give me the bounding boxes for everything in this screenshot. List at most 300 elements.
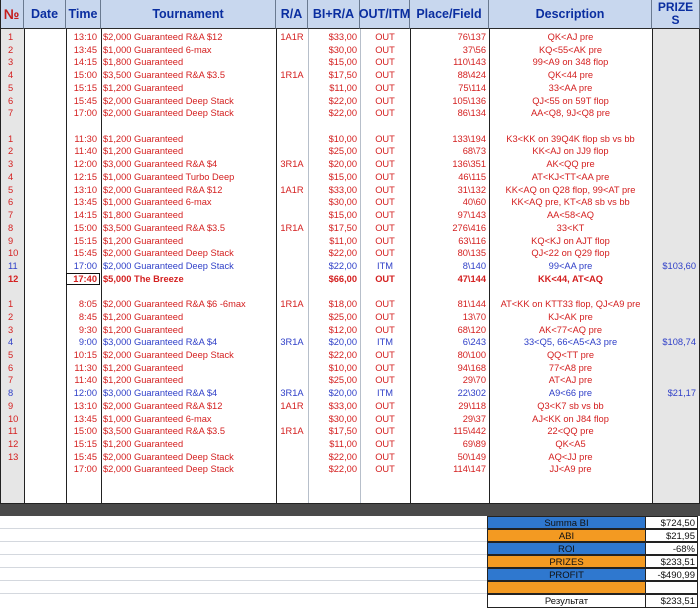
tournament-cell[interactable]: $2,000 Guaranteed Deep Stack bbox=[103, 464, 234, 475]
description-cell[interactable]: QK<44 pre bbox=[547, 70, 594, 81]
bi-cell[interactable]: $20,00 bbox=[328, 159, 357, 170]
prizes-value[interactable]: $233,51 bbox=[645, 555, 698, 568]
description-cell[interactable]: AQ<JJ pre bbox=[548, 451, 593, 462]
row-number[interactable]: 8 bbox=[8, 222, 14, 233]
ra-cell[interactable]: 1A1R bbox=[280, 400, 304, 411]
bi-cell[interactable]: $10,00 bbox=[328, 133, 357, 144]
time-cell[interactable]: 15:15 bbox=[73, 82, 97, 93]
time-cell[interactable]: 10:15 bbox=[73, 350, 97, 360]
result-cell[interactable]: OUT bbox=[375, 171, 395, 182]
ra-cell[interactable]: 1R1A bbox=[280, 222, 304, 233]
ra-cell[interactable]: 3R1A bbox=[280, 159, 304, 170]
prize-cell[interactable] bbox=[652, 438, 698, 451]
time-cell[interactable]: 13:10 bbox=[73, 400, 97, 411]
result-cell[interactable]: OUT bbox=[375, 413, 395, 424]
spacer-value[interactable] bbox=[645, 581, 698, 594]
ra-cell[interactable] bbox=[276, 374, 308, 387]
ra-cell[interactable]: 1R1A bbox=[280, 426, 304, 437]
prize-cell[interactable] bbox=[652, 247, 698, 260]
bi-cell[interactable]: $22,00 bbox=[328, 95, 357, 106]
description-cell[interactable]: KK<AJ on JJ9 flop bbox=[532, 146, 609, 157]
time-cell[interactable]: 13:45 bbox=[73, 44, 97, 55]
row-number[interactable]: 7 bbox=[8, 210, 14, 221]
description-cell[interactable]: AT<KK on KTT33 flop, QJ<A9 pre bbox=[500, 299, 641, 310]
time-cell[interactable]: 13:10 bbox=[73, 32, 97, 42]
tournament-cell[interactable]: $1,000 Guaranteed 6-max bbox=[103, 44, 212, 55]
description-cell[interactable]: QK<AJ pre bbox=[547, 32, 594, 42]
result-cell[interactable]: ITM bbox=[376, 260, 393, 271]
ra-cell[interactable] bbox=[276, 95, 308, 108]
result-cell[interactable]: OUT bbox=[375, 324, 395, 335]
time-cell[interactable]: 15:00 bbox=[73, 70, 97, 81]
ra-cell[interactable] bbox=[276, 349, 308, 362]
time-cell[interactable]: 13:45 bbox=[73, 197, 97, 208]
bi-cell[interactable]: $20,00 bbox=[328, 337, 357, 348]
prize-cell[interactable] bbox=[652, 463, 698, 476]
row-number[interactable]: 10 bbox=[8, 248, 19, 259]
prize-cell[interactable] bbox=[652, 235, 698, 248]
description-cell[interactable]: QJ<55 on 59T flop bbox=[532, 95, 609, 106]
row-number[interactable]: 1 bbox=[8, 299, 14, 310]
prize-cell[interactable]: $103,60 bbox=[662, 260, 696, 271]
prize-cell[interactable] bbox=[652, 196, 698, 209]
bi-cell[interactable]: $22,00 bbox=[328, 350, 357, 360]
place-cell[interactable]: 110\143 bbox=[453, 57, 486, 68]
tournament-cell[interactable]: $1,200 Guaranteed bbox=[103, 324, 184, 335]
prize-cell[interactable] bbox=[652, 349, 698, 362]
tournament-cell[interactable]: $2,000 Guaranteed R&A $12 bbox=[103, 400, 223, 411]
place-cell[interactable]: 133\194 bbox=[452, 133, 486, 144]
tournament-cell[interactable]: $1,000 Guaranteed 6-max bbox=[103, 197, 212, 208]
time-cell[interactable]: 12:00 bbox=[73, 388, 97, 399]
place-cell[interactable]: 80\135 bbox=[457, 248, 486, 259]
ra-cell[interactable]: 1A1R bbox=[280, 184, 304, 195]
row-number[interactable]: 11 bbox=[8, 426, 18, 437]
time-cell[interactable]: 17:40 bbox=[66, 273, 100, 286]
time-cell[interactable]: 17:00 bbox=[73, 108, 97, 119]
place-cell[interactable]: 29\70 bbox=[462, 375, 486, 386]
bi-cell[interactable]: $11,00 bbox=[329, 82, 357, 93]
summa-bi-value[interactable]: $724,50 bbox=[645, 516, 698, 529]
row-number[interactable]: 8 bbox=[8, 388, 14, 399]
row-number[interactable]: 6 bbox=[8, 362, 14, 373]
time-cell[interactable]: 15:15 bbox=[73, 439, 97, 450]
time-cell[interactable]: 14:15 bbox=[73, 210, 97, 221]
row-number[interactable]: 3 bbox=[8, 324, 14, 335]
prize-cell[interactable] bbox=[652, 145, 698, 158]
result-cell[interactable]: OUT bbox=[375, 44, 395, 55]
row-number[interactable]: 6 bbox=[8, 95, 14, 106]
tournament-cell[interactable]: $2,000 Guaranteed R&A $12 bbox=[103, 32, 223, 42]
prize-cell[interactable] bbox=[652, 374, 698, 387]
bi-cell[interactable]: $18,00 bbox=[328, 299, 357, 310]
description-cell[interactable]: KQ<55<AK pre bbox=[538, 44, 603, 55]
bi-cell[interactable]: $11,00 bbox=[329, 235, 357, 246]
place-cell[interactable]: 115\442 bbox=[453, 426, 486, 437]
ra-cell[interactable]: 1A1R bbox=[280, 32, 304, 42]
result-cell[interactable]: OUT bbox=[375, 400, 395, 411]
prize-cell[interactable] bbox=[652, 425, 698, 438]
place-cell[interactable]: 22\302 bbox=[457, 388, 486, 399]
ra-cell[interactable]: 3R1A bbox=[280, 337, 304, 348]
bi-cell[interactable]: $22,00 bbox=[328, 248, 357, 259]
bi-cell[interactable]: $33,00 bbox=[328, 400, 357, 411]
tournament-cell[interactable]: $1,000 Guaranteed Turbo Deep bbox=[103, 171, 235, 182]
description-cell[interactable]: KK<44, AT<AQ bbox=[537, 273, 604, 284]
place-cell[interactable]: 13\70 bbox=[462, 311, 486, 322]
place-cell[interactable]: 50\149 bbox=[457, 451, 486, 462]
place-cell[interactable]: 47\144 bbox=[457, 273, 486, 284]
row-number[interactable]: 7 bbox=[8, 108, 14, 119]
result-cell[interactable]: OUT bbox=[375, 350, 395, 360]
bi-cell[interactable]: $30,00 bbox=[328, 44, 357, 55]
row-number[interactable]: 7 bbox=[8, 375, 14, 386]
tournament-cell[interactable]: $2,000 Guaranteed Deep Stack bbox=[103, 95, 234, 106]
tournament-cell[interactable]: $2,000 Guaranteed R&A $6 -6max bbox=[103, 299, 246, 310]
place-cell[interactable]: 29\37 bbox=[462, 413, 486, 424]
bi-cell[interactable]: $22,00 bbox=[328, 108, 357, 119]
result-cell[interactable]: OUT bbox=[375, 248, 395, 259]
description-cell[interactable]: A9<66 pre bbox=[548, 388, 593, 399]
bi-cell[interactable]: $11,00 bbox=[329, 439, 357, 450]
result-cell[interactable]: OUT bbox=[375, 311, 395, 322]
tournament-cell[interactable]: $2,000 Guaranteed Deep Stack bbox=[103, 248, 234, 259]
place-cell[interactable]: 29\118 bbox=[458, 400, 486, 411]
result-cell[interactable]: OUT bbox=[375, 439, 395, 450]
result-cell[interactable]: ITM bbox=[376, 337, 393, 348]
row-number[interactable]: 4 bbox=[8, 337, 14, 348]
result-cell[interactable]: OUT bbox=[375, 222, 395, 233]
row-number[interactable]: 10 bbox=[8, 413, 19, 424]
prize-cell[interactable] bbox=[652, 95, 698, 108]
row-number[interactable]: 1 bbox=[8, 133, 14, 144]
description-cell[interactable]: K3<KK on 39Q4K flop sb vs bb bbox=[506, 133, 635, 144]
bi-cell[interactable]: $10,00 bbox=[328, 362, 357, 373]
tournament-cell[interactable]: $3,500 Guaranteed R&A $3.5 bbox=[103, 426, 225, 437]
time-cell[interactable]: 9:00 bbox=[78, 337, 97, 348]
tournament-cell[interactable]: $3,500 Guaranteed R&A $3.5 bbox=[103, 70, 225, 81]
ra-cell[interactable] bbox=[276, 44, 308, 57]
place-cell[interactable]: 46\115 bbox=[458, 171, 486, 182]
description-cell[interactable]: JJ<A9 pre bbox=[549, 464, 592, 475]
time-cell[interactable]: 11:40 bbox=[74, 375, 97, 386]
tournament-cell[interactable]: $1,200 Guaranteed bbox=[103, 146, 184, 157]
time-cell[interactable]: 9:30 bbox=[78, 324, 97, 335]
bi-cell[interactable]: $12,00 bbox=[328, 324, 357, 335]
row-number[interactable]: 9 bbox=[8, 400, 14, 411]
description-cell[interactable]: KJ<AK pre bbox=[548, 311, 593, 322]
place-cell[interactable]: 75\114 bbox=[458, 82, 486, 93]
prize-cell[interactable] bbox=[652, 451, 698, 464]
time-cell[interactable]: 12:15 bbox=[73, 171, 97, 182]
ra-cell[interactable] bbox=[276, 82, 308, 95]
tournament-cell[interactable]: $2,000 Guaranteed Deep Stack bbox=[103, 451, 234, 462]
tournament-cell[interactable]: $2,000 Guaranteed Deep Stack bbox=[103, 350, 234, 360]
time-cell[interactable]: 12:00 bbox=[73, 159, 97, 170]
place-cell[interactable]: 63\116 bbox=[458, 235, 486, 246]
prize-cell[interactable]: $108,74 bbox=[662, 337, 696, 348]
ra-cell[interactable] bbox=[276, 196, 308, 209]
row-number[interactable]: 4 bbox=[8, 70, 14, 81]
place-cell[interactable]: 276\416 bbox=[452, 222, 486, 233]
place-cell[interactable]: 37\56 bbox=[462, 44, 486, 55]
ra-cell[interactable]: 1R1A bbox=[280, 299, 304, 310]
time-cell[interactable]: 8:05 bbox=[78, 299, 97, 310]
time-cell[interactable]: 15:45 bbox=[73, 248, 97, 259]
description-cell[interactable]: AA<Q8, 9J<Q8 pre bbox=[530, 108, 611, 119]
ra-cell[interactable] bbox=[276, 133, 308, 146]
prize-cell[interactable] bbox=[652, 400, 698, 413]
prize-cell[interactable] bbox=[652, 273, 698, 286]
description-cell[interactable]: Q3<K7 sb vs bb bbox=[537, 400, 604, 411]
bi-cell[interactable]: $20,00 bbox=[328, 388, 357, 399]
bi-cell[interactable]: $17,50 bbox=[328, 426, 357, 437]
ra-cell[interactable] bbox=[276, 362, 308, 375]
abi-value[interactable]: $21,95 bbox=[645, 529, 698, 542]
place-cell[interactable]: 86\134 bbox=[457, 108, 486, 119]
result-cell[interactable]: OUT bbox=[375, 184, 395, 195]
place-cell[interactable]: 40\60 bbox=[462, 197, 486, 208]
description-cell[interactable]: QQ<TT pre bbox=[546, 350, 595, 360]
ra-cell[interactable] bbox=[276, 260, 308, 273]
prize-cell[interactable]: $21,17 bbox=[667, 388, 696, 399]
time-cell[interactable]: 8:45 bbox=[78, 311, 97, 322]
row-number[interactable] bbox=[0, 463, 24, 476]
ra-cell[interactable] bbox=[276, 56, 308, 69]
row-number[interactable]: 2 bbox=[8, 311, 14, 322]
time-cell[interactable]: 13:10 bbox=[73, 184, 97, 195]
tournament-cell[interactable]: $3,000 Guaranteed R&A $4 bbox=[103, 159, 218, 170]
description-cell[interactable]: AJ<KK on J84 flop bbox=[532, 413, 609, 424]
time-cell[interactable]: 15:00 bbox=[73, 426, 97, 437]
time-cell[interactable]: 11:30 bbox=[74, 133, 97, 144]
time-cell[interactable]: 15:45 bbox=[73, 95, 97, 106]
description-cell[interactable]: 99<AA pre bbox=[548, 260, 593, 271]
result-cell[interactable]: OUT bbox=[375, 375, 395, 386]
bi-cell[interactable]: $25,00 bbox=[328, 311, 357, 322]
bi-cell[interactable]: $25,00 bbox=[328, 375, 357, 386]
ra-cell[interactable] bbox=[276, 209, 308, 222]
bi-cell[interactable]: $25,00 bbox=[328, 146, 357, 157]
time-cell[interactable]: 17:00 bbox=[73, 464, 97, 475]
prize-cell[interactable] bbox=[652, 311, 698, 324]
row-number[interactable]: 2 bbox=[8, 146, 14, 157]
bi-cell[interactable]: $33,00 bbox=[328, 184, 357, 195]
bi-cell[interactable]: $17,50 bbox=[328, 222, 357, 233]
tournament-cell[interactable]: $1,200 Guaranteed bbox=[103, 311, 184, 322]
tournament-cell[interactable]: $1,200 Guaranteed bbox=[103, 82, 184, 93]
result-cell[interactable]: OUT bbox=[375, 95, 395, 106]
result-cell[interactable]: OUT bbox=[375, 235, 395, 246]
row-number[interactable]: 3 bbox=[8, 159, 14, 170]
description-cell[interactable]: 99<A9 on 348 flop bbox=[532, 57, 609, 68]
place-cell[interactable]: 31\132 bbox=[457, 184, 486, 195]
row-number[interactable]: 2 bbox=[8, 44, 14, 55]
row-number[interactable]: 3 bbox=[8, 57, 14, 68]
result-cell[interactable]: OUT bbox=[375, 133, 395, 144]
ra-cell[interactable] bbox=[276, 107, 308, 120]
ra-cell[interactable] bbox=[276, 463, 308, 476]
description-cell[interactable]: AA<58<AQ bbox=[546, 210, 595, 221]
prize-cell[interactable] bbox=[652, 413, 698, 426]
result-cell[interactable]: OUT bbox=[375, 299, 395, 310]
profit-value[interactable]: -$490,99 bbox=[645, 568, 698, 581]
time-cell[interactable]: 15:00 bbox=[73, 222, 97, 233]
place-cell[interactable]: 80\100 bbox=[457, 350, 486, 360]
prize-cell[interactable] bbox=[652, 158, 698, 171]
bi-cell[interactable]: $17,50 bbox=[328, 70, 357, 81]
row-number[interactable]: 13 bbox=[8, 451, 19, 462]
result-cell[interactable]: OUT bbox=[375, 197, 395, 208]
place-cell[interactable]: 88\424 bbox=[457, 70, 486, 81]
result-cell[interactable]: OUT bbox=[375, 273, 395, 284]
description-cell[interactable]: QK<A5 bbox=[555, 439, 586, 450]
tournament-cell[interactable]: $1,800 Guaranteed bbox=[103, 210, 184, 221]
time-cell[interactable]: 11:40 bbox=[74, 146, 97, 157]
row-number[interactable]: 11 bbox=[8, 260, 18, 271]
roi-value[interactable]: -68% bbox=[645, 542, 698, 555]
tournament-cell[interactable]: $2,000 Guaranteed Deep Stack bbox=[103, 108, 234, 119]
result-cell[interactable]: OUT bbox=[375, 426, 395, 437]
result-value[interactable]: $233,51 bbox=[645, 594, 698, 608]
ra-cell[interactable] bbox=[276, 451, 308, 464]
time-cell[interactable]: 14:15 bbox=[73, 57, 97, 68]
tournament-cell[interactable]: $1,800 Guaranteed bbox=[103, 57, 184, 68]
place-cell[interactable]: 136\351 bbox=[452, 159, 486, 170]
ra-cell[interactable] bbox=[276, 145, 308, 158]
tournament-cell[interactable]: $1,200 Guaranteed bbox=[103, 362, 184, 373]
tournament-cell[interactable]: $1,200 Guaranteed bbox=[103, 235, 184, 246]
bi-cell[interactable]: $30,00 bbox=[328, 413, 357, 424]
tournament-cell[interactable]: $2,000 Guaranteed Deep Stack bbox=[103, 260, 234, 271]
prize-cell[interactable] bbox=[652, 222, 698, 235]
description-cell[interactable]: AK<77<AQ pre bbox=[538, 324, 603, 335]
prize-cell[interactable] bbox=[652, 298, 698, 311]
prize-cell[interactable] bbox=[652, 56, 698, 69]
tournament-cell[interactable]: $1,200 Guaranteed bbox=[103, 439, 184, 450]
bi-cell[interactable]: $22,00 bbox=[328, 260, 357, 271]
ra-cell[interactable]: 1R1A bbox=[280, 70, 304, 81]
time-cell[interactable]: 11:30 bbox=[74, 362, 97, 373]
result-cell[interactable]: OUT bbox=[375, 451, 395, 462]
tournament-cell[interactable]: $3,500 Guaranteed R&A $3.5 bbox=[103, 222, 225, 233]
result-cell[interactable]: OUT bbox=[375, 464, 395, 475]
tournament-cell[interactable]: $1,000 Guaranteed 6-max bbox=[103, 413, 212, 424]
time-cell[interactable]: 15:15 bbox=[73, 235, 97, 246]
row-number[interactable]: 4 bbox=[8, 171, 14, 182]
result-cell[interactable]: ITM bbox=[376, 388, 393, 399]
time-cell[interactable]: 13:45 bbox=[73, 413, 97, 424]
place-cell[interactable]: 114\147 bbox=[453, 464, 486, 475]
bi-cell[interactable]: $22,00 bbox=[328, 451, 357, 462]
place-cell[interactable]: 69\89 bbox=[462, 439, 486, 450]
prize-cell[interactable] bbox=[652, 44, 698, 57]
row-number[interactable]: 12 bbox=[8, 273, 19, 284]
description-cell[interactable]: KQ<KJ on AJT flop bbox=[531, 235, 610, 246]
prize-cell[interactable] bbox=[652, 362, 698, 375]
prize-cell[interactable] bbox=[652, 82, 698, 95]
description-cell[interactable]: 33<Q5, 66<A5<A3 pre bbox=[523, 337, 618, 348]
tournament-cell[interactable]: $5,000 The Breeze bbox=[103, 273, 184, 284]
description-cell[interactable]: KK<AQ on Q28 flop, 99<AT pre bbox=[505, 184, 636, 195]
bi-cell[interactable]: $15,00 bbox=[328, 210, 357, 221]
result-cell[interactable]: OUT bbox=[375, 159, 395, 170]
place-cell[interactable]: 6\243 bbox=[462, 337, 486, 348]
result-cell[interactable]: OUT bbox=[375, 210, 395, 221]
result-cell[interactable]: OUT bbox=[375, 362, 395, 373]
description-cell[interactable]: KK<AQ pre, KT<A8 sb vs bb bbox=[511, 197, 630, 208]
ra-cell[interactable] bbox=[276, 413, 308, 426]
bi-cell[interactable]: $66,00 bbox=[328, 273, 357, 284]
result-cell[interactable]: OUT bbox=[375, 146, 395, 157]
ra-cell[interactable] bbox=[276, 311, 308, 324]
description-cell[interactable]: 22<QQ pre bbox=[547, 426, 594, 437]
bi-cell[interactable]: $15,00 bbox=[328, 57, 357, 68]
prize-cell[interactable] bbox=[652, 324, 698, 337]
ra-cell[interactable] bbox=[276, 171, 308, 184]
description-cell[interactable]: AT<KJ<TT<AA pre bbox=[531, 171, 610, 182]
description-cell[interactable]: 77<A8 pre bbox=[548, 362, 593, 373]
ra-cell[interactable] bbox=[276, 438, 308, 451]
row-number[interactable]: 12 bbox=[8, 439, 19, 450]
place-cell[interactable]: 81\144 bbox=[457, 299, 486, 310]
bi-cell[interactable]: $15,00 bbox=[328, 171, 357, 182]
result-cell[interactable]: OUT bbox=[375, 82, 395, 93]
tournament-cell[interactable]: $3,000 Guaranteed R&A $4 bbox=[103, 388, 218, 399]
description-cell[interactable]: AK<QQ pre bbox=[546, 159, 595, 170]
result-cell[interactable]: OUT bbox=[375, 70, 395, 81]
bi-cell[interactable]: $33,00 bbox=[328, 32, 357, 42]
place-cell[interactable]: 68\73 bbox=[462, 146, 486, 157]
tournament-cell[interactable]: $1,200 Guaranteed bbox=[103, 375, 184, 386]
place-cell[interactable]: 76\137 bbox=[457, 32, 486, 42]
tournament-cell[interactable]: $1,200 Guaranteed bbox=[103, 133, 184, 144]
prize-cell[interactable] bbox=[652, 184, 698, 197]
row-number[interactable]: 9 bbox=[8, 235, 14, 246]
result-cell[interactable]: OUT bbox=[375, 57, 395, 68]
ra-cell[interactable] bbox=[276, 273, 308, 286]
row-number[interactable]: 1 bbox=[8, 32, 14, 42]
row-number[interactable]: 5 bbox=[8, 350, 14, 360]
ra-cell[interactable] bbox=[276, 324, 308, 337]
tournament-cell[interactable]: $3,000 Guaranteed R&A $4 bbox=[103, 337, 218, 348]
ra-cell[interactable]: 3R1A bbox=[280, 388, 304, 399]
prize-cell[interactable] bbox=[652, 31, 698, 44]
description-cell[interactable]: 33<AA pre bbox=[548, 82, 593, 93]
place-cell[interactable]: 68\120 bbox=[457, 324, 486, 335]
prize-cell[interactable] bbox=[652, 69, 698, 82]
prize-cell[interactable] bbox=[652, 171, 698, 184]
time-cell[interactable]: 17:00 bbox=[73, 260, 97, 271]
bi-cell[interactable]: $22,00 bbox=[328, 464, 357, 475]
description-cell[interactable]: 33<KT bbox=[556, 222, 585, 233]
tournament-cell[interactable]: $2,000 Guaranteed R&A $12 bbox=[103, 184, 223, 195]
prize-cell[interactable] bbox=[652, 107, 698, 120]
prize-cell[interactable] bbox=[652, 133, 698, 146]
result-cell[interactable]: OUT bbox=[375, 108, 395, 119]
row-number[interactable]: 5 bbox=[8, 184, 14, 195]
result-cell[interactable]: OUT bbox=[375, 32, 395, 42]
place-cell[interactable]: 97\143 bbox=[457, 210, 486, 221]
ra-cell[interactable] bbox=[276, 247, 308, 260]
ra-cell[interactable] bbox=[276, 235, 308, 248]
description-cell[interactable]: AT<AJ pre bbox=[548, 375, 593, 386]
prize-cell[interactable] bbox=[652, 209, 698, 222]
bi-cell[interactable]: $30,00 bbox=[328, 197, 357, 208]
description-cell[interactable]: QJ<22 on Q29 flop bbox=[531, 248, 610, 259]
row-number[interactable]: 5 bbox=[8, 82, 14, 93]
place-cell[interactable]: 94\168 bbox=[457, 362, 486, 373]
